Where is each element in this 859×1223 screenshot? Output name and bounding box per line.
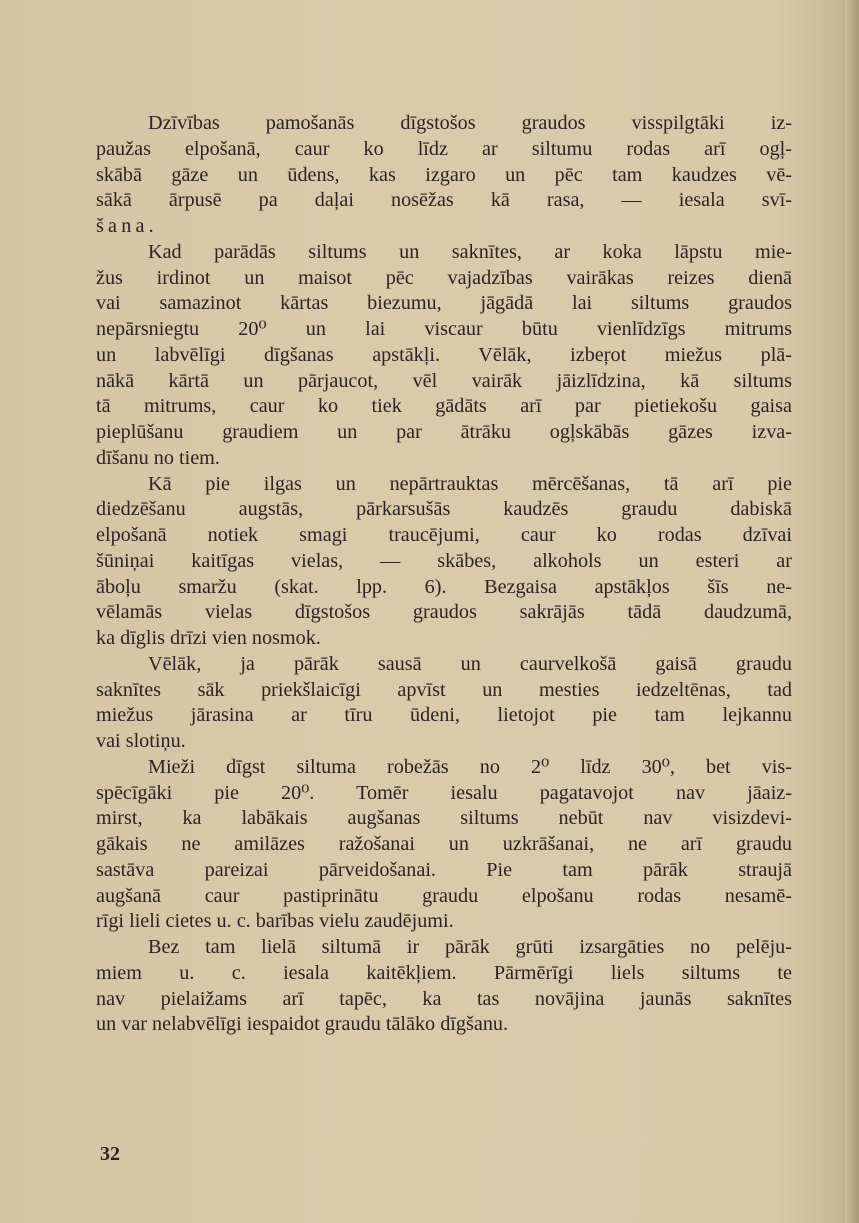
- text-line: Bez tam lielā siltumā ir pārāk grūti izsargāties no pelēju-: [148, 936, 792, 958]
- body-text: [96, 111, 792, 1038]
- text-line: Kā pie ilgas un nepārtrauktas mērcēšanas, tā arī pie: [148, 472, 792, 495]
- text-line: tā mitrums, caur ko tiek gādāts arī par pietiekošu gaisa: [96, 395, 792, 418]
- text-line: dīšanu no tiem.: [96, 446, 220, 469]
- text-line: Kad parādās siltums un saknītes, ar koka lāpstu mie-: [148, 240, 792, 263]
- page-number: 32: [100, 1143, 120, 1165]
- text-line: sastāva pareizai pārveidošanai. Pie tam pārāk straujā: [96, 858, 792, 881]
- paragraph-5: [96, 755, 792, 935]
- text-line: Vēlāk, ja pārāk sausā un caurvelkošā gaisā graudu: [148, 652, 792, 675]
- text-line: miežus jārasina ar tīru ūdeni, lietojot pie tam lejkannu: [96, 704, 792, 727]
- paragraph-3: [96, 472, 792, 652]
- text-line: šana.: [96, 215, 158, 237]
- paragraph-1: [96, 111, 792, 240]
- text-line: diedzēšanu augstās, pārkarsušās kaudzēs graudu dabiskā: [96, 498, 792, 521]
- text-line: spēcīgāki pie 20⁰. Tomēr iesalu pagatavojot nav jāaiz-: [96, 781, 792, 804]
- text-line: un labvēlīgi dīgšanas apstākļi. Vēlāk, izbeŗot miežus plā-: [96, 343, 792, 366]
- page-edge: [845, 0, 859, 1223]
- text-line: vēlamās vielas dīgstošos graudos sakrājās tādā daudzumā,: [96, 601, 792, 624]
- text-line: ka dīglis drīzi vien nosmok.: [96, 627, 321, 649]
- text-line: elpošanā notiek smagi traucējumi, caur ko rodas dzīvai: [96, 524, 792, 546]
- paragraph-4: [96, 652, 792, 755]
- text-line: pieplūšanu graudiem un par ātrāku ogļskābās gāzes izva-: [96, 421, 792, 443]
- text-line: šūniņai kaitīgas vielas, — skābes, alkohols un esteri ar: [96, 549, 792, 572]
- text-line: un var nelabvēlīgi iespaidot graudu tālāko dīgšanu.: [96, 1013, 509, 1036]
- text-line: nav pielaižams arī tapēc, ka tas novājina jaunās saknītes: [96, 987, 792, 1010]
- text-line: skābā gāze un ūdens, kas izgaro un pēc tam kaudzes vē-: [96, 163, 792, 186]
- text-line: rīgi lieli cietes u. c. barības vielu zaudējumi.: [96, 910, 454, 933]
- text-line: gākais ne amilāzes ražošanai un uzkrāšanai, ne arī graudu: [96, 833, 792, 855]
- text-line: Dzīvības pamošanās dīgstošos graudos visspilgtāki iz-: [148, 112, 792, 134]
- text-line: miem u. c. iesala kaitēkļiem. Pārmērīgi liels siltums te: [96, 961, 792, 984]
- paragraph-6: [96, 935, 792, 1038]
- text-line: augšanā caur pastiprinātu graudu elpošanu rodas nesamē-: [96, 884, 792, 907]
- text-line: vai samazinot kārtas biezumu, jāgādā lai siltums graudos: [96, 292, 792, 315]
- text-line: saknītes sāk priekšlaicīgi apvīst un mesties iedzeltēnas, tad: [96, 678, 792, 701]
- text-line: žus irdinot un maisot pēc vajadzības vairākas reizes dienā: [96, 266, 792, 289]
- text-line: āboļu smaržu (skat. lpp. 6). Bezgaisa apstākļos šīs ne-: [96, 575, 792, 598]
- text-line: nepārsniegtu 20⁰ un lai viscaur būtu vienlīdzīgs mitrums: [96, 318, 792, 340]
- text-line: sākā ārpusē pa daļai nosēžas kā rasa, — iesala svī-: [96, 189, 792, 212]
- text-line: paužas elpošanā, caur ko līdz ar siltumu rodas arī ogļ-: [96, 137, 792, 160]
- text-line: mirst, ka labākais augšanas siltums nebūt nav visizdevi-: [96, 807, 792, 830]
- text-line: nākā kārtā un pārjaucot, vēl vairāk jāizlīdzina, kā siltums: [96, 369, 792, 392]
- paragraph-2: [96, 240, 792, 472]
- text-line: Mieži dīgst siltuma robežās no 2⁰ līdz 30⁰, bet vis-: [148, 755, 792, 778]
- text-line: vai slotiņu.: [96, 730, 186, 752]
